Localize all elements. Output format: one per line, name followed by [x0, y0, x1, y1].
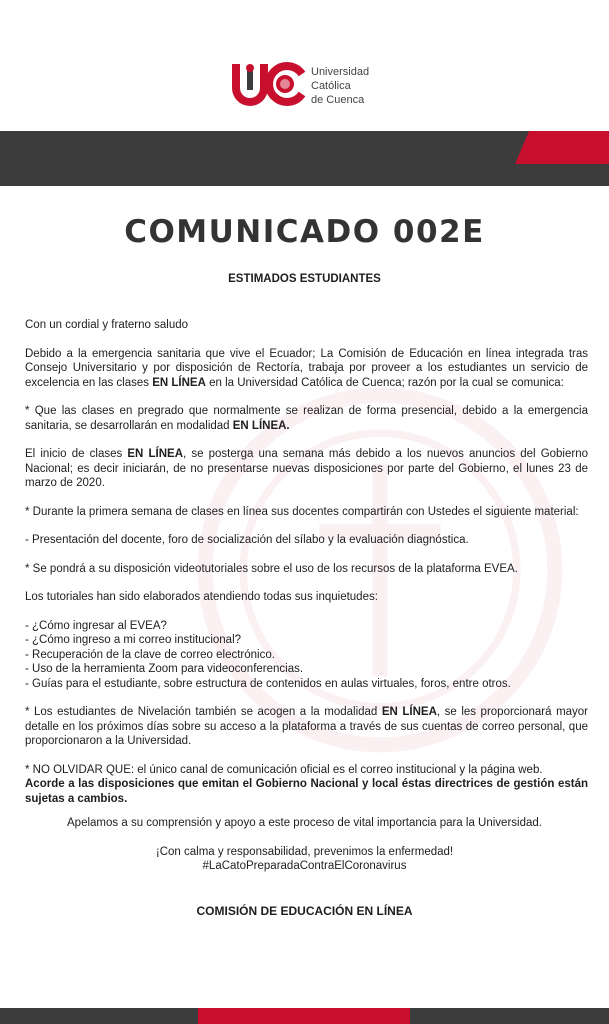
closing-block: [0, 816, 609, 874]
closing-slogan: ¡Con calma y responsabilidad, prevenimos la enfermedad! #LaCatoPreparadaContraElCoronavirus: [155, 845, 454, 872]
footer-accent: [198, 1008, 410, 1024]
list-item: - ¿Cómo ingresar al EVEA?: [25, 619, 167, 632]
header-accent: [515, 131, 609, 164]
list-item: - Guías para el estudiante, sobre estructura de contenidos en aulas virtuales, foros, entre otros.: [25, 677, 511, 690]
paragraph-start-date: El inicio de clases EN LÍNEA, se posterga una semana más debido a los nuevos anuncios del Gobierno Nacional; es decir iniciarán, de no presentarse nuevas disposiciones por parte del Gobierno, el lunes 23 de marzo de 2020.: [25, 448, 589, 489]
uc-logo-mark-icon: [228, 60, 308, 108]
university-logo: [228, 60, 398, 110]
paragraph-material: - Presentación del docente, foro de socialización del sílabo y la evaluación diagnóstica.: [25, 534, 469, 546]
list-item: - Uso de la herramienta Zoom para videoconferencias.: [25, 663, 304, 675]
paragraph-videotutorials: * Se pondrá a su disposición videotutoriales sobre el uso de los recursos de la plataforma EVEA.: [25, 562, 518, 575]
salutation-heading: ESTIMADOS ESTUDIANTES: [228, 273, 381, 285]
paragraph-intro: Debido a la emergencia sanitaria que vive el Ecuador; La Comisión de Educación en línea integrada tras Consejo Universitario y por disposición de Rectoría, trabaja por proveer a los estudiantes un servicio de excelencia en las clases EN LÍNEA en la Universidad Católica de Cuenca; razón por la cual se comunica:: [25, 347, 588, 389]
paragraph-modality: * Que las clases en pregrado que normalmente se realizan de forma presencial, debido a la emergencia sanitaria, se desarrollarán en modalidad EN LÍNEA.: [25, 405, 588, 432]
closing-appeal: Apelamos a su comprensión y apoyo a este proceso de vital importancia para la Universidad.: [67, 817, 542, 829]
paragraph-nivelacion: * Los estudiantes de Nivelación también se acogen a la modalidad EN LÍNEA, se les proporcionará mayor detalle en los próximos días sobre su acceso a la plataforma a través de sus cuentas de correo personal, que proporcionaron a la Universidad.: [25, 706, 589, 747]
paragraph-first-week: * Durante la primera semana de clases en línea sus docentes compartirán con Ustedes el siguiente material:: [25, 505, 579, 518]
paragraph-changes: Acorde a las disposiciones que emitan el Gobierno Nacional y local éstas directrices de gestión están sujetas a cambios.: [25, 778, 588, 805]
communique-body: [25, 318, 588, 820]
paragraph-reminder: * NO OLVIDAR QUE: el único canal de comunicación oficial es el correo institucional y la página web.: [25, 763, 543, 776]
hashtag: #LaCatoPreparadaContraElCoronavirus: [202, 860, 407, 872]
signature: COMISIÓN DE EDUCACIÓN EN LÍNEA: [196, 904, 413, 918]
university-name: Universidad Católica de Cuenca: [311, 66, 370, 106]
list-item: - ¿Cómo ingreso a mi correo institucional?: [25, 634, 242, 646]
list-item: - Recuperación de la clave de correo electrónico.: [25, 648, 275, 661]
page-title: COMUNICADO 002E: [124, 214, 485, 250]
greeting: Con un cordial y fraterno saludo: [25, 319, 189, 331]
paragraph-tutorials-intro: Los tutoriales han sido elaborados atendiendo todas sus inquietudes:: [25, 591, 378, 603]
tutorials-list: [25, 619, 588, 692]
